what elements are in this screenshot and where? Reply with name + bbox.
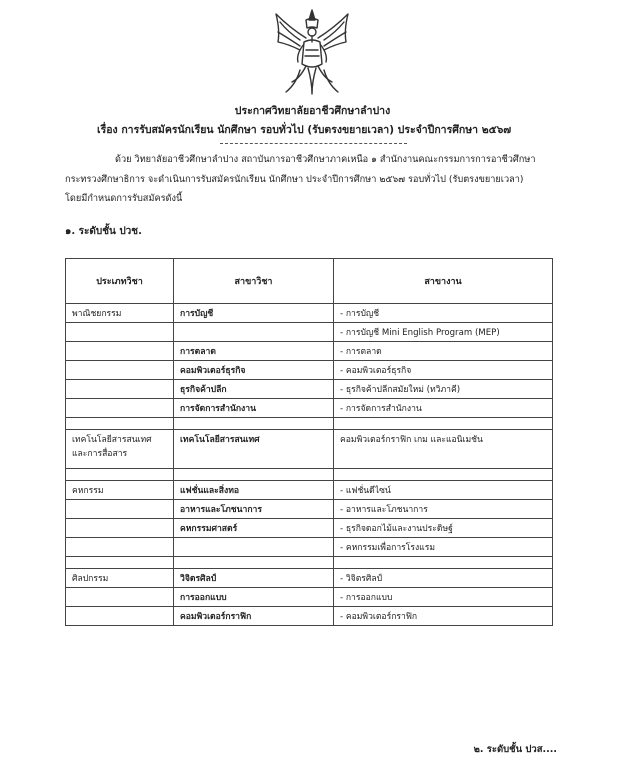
cell-specialization: - วิจิตรศิลป์ bbox=[334, 569, 553, 588]
header-category: ประเภทวิชา bbox=[66, 259, 174, 304]
table-spacer-row bbox=[66, 418, 553, 430]
cell-empty bbox=[174, 418, 334, 430]
cell-category bbox=[66, 323, 174, 342]
cell-specialization: คอมพิวเตอร์กราฟิก เกม และแอนิเมชัน bbox=[334, 430, 553, 469]
cell-category: คหกรรม bbox=[66, 481, 174, 500]
cell-category bbox=[66, 607, 174, 626]
cell-major: อาหารและโภชนาการ bbox=[174, 500, 334, 519]
cell-empty bbox=[66, 557, 174, 569]
announcement-title: ประกาศวิทยาลัยอาชีวศึกษาลำปาง bbox=[234, 105, 391, 117]
cell-category: พาณิชยกรรม bbox=[66, 304, 174, 323]
cell-empty bbox=[174, 557, 334, 569]
cell-category bbox=[66, 538, 174, 557]
announcement-subject: เรื่อง การรับสมัครนักเรียน นักศึกษา รอบทั่วไป (รับตรงขยายเวลา) ประจำปีการศึกษา ๒๕๖๗ bbox=[97, 124, 512, 136]
cell-empty bbox=[334, 557, 553, 569]
cell-specialization: - คอมพิวเตอร์กราฟิก bbox=[334, 607, 553, 626]
cell-major bbox=[174, 538, 334, 557]
cell-category bbox=[66, 399, 174, 418]
table-row bbox=[66, 361, 553, 380]
cell-specialization: - คหกรรมเพื่อการโรงแรม bbox=[334, 538, 553, 557]
cell-empty bbox=[66, 418, 174, 430]
table-row bbox=[66, 588, 553, 607]
cell-major: ธุรกิจค้าปลีก bbox=[174, 380, 334, 399]
cell-major: การบัญชี bbox=[174, 304, 334, 323]
paragraph-line: กระทรวงศึกษาธิการ จะดำเนินการรับสมัครนักเรียน นักศึกษา ประจำปีการศึกษา ๒๕๖๗ รอบทั่วไป (รับตรงขยายเวลา) bbox=[65, 173, 524, 185]
cell-empty bbox=[334, 469, 553, 481]
cell-specialization: - ธุรกิจดอกไม้และงานประดิษฐ์ bbox=[334, 519, 553, 538]
cell-specialization: - การตลาด bbox=[334, 342, 553, 361]
cell-major bbox=[174, 323, 334, 342]
cell-category bbox=[66, 588, 174, 607]
next-page-note: ๒. ระดับชั้น ปวส.... bbox=[473, 744, 557, 755]
cell-specialization: - แฟชั่นดีไซน์ bbox=[334, 481, 553, 500]
header-major: สาขาวิชา bbox=[174, 259, 334, 304]
cell-major: การตลาด bbox=[174, 342, 334, 361]
table-row bbox=[66, 323, 553, 342]
table-row bbox=[66, 399, 553, 418]
table-row bbox=[66, 607, 553, 626]
section-heading: ๑. ระดับชั้น ปวช. bbox=[65, 226, 142, 237]
cell-specialization: - การจัดการสำนักงาน bbox=[334, 399, 553, 418]
cell-specialization: - การบัญชี Mini English Program (MEP) bbox=[334, 323, 553, 342]
cell-major: คอมพิวเตอร์ธุรกิจ bbox=[174, 361, 334, 380]
table-row bbox=[66, 519, 553, 538]
cell-specialization: - การบัญชี bbox=[334, 304, 553, 323]
title-divider bbox=[220, 143, 407, 144]
intro-paragraph bbox=[65, 150, 565, 209]
table-row bbox=[66, 342, 553, 361]
cell-major: แฟชั่นและสิ่งทอ bbox=[174, 481, 334, 500]
cell-major: การจัดการสำนักงาน bbox=[174, 399, 334, 418]
cell-category bbox=[66, 361, 174, 380]
cell-specialization: - ธุรกิจค้าปลีกสมัยใหม่ (ทวิภาคี) bbox=[334, 380, 553, 399]
cell-empty bbox=[174, 469, 334, 481]
table-row bbox=[66, 569, 553, 588]
cell-major: คหกรรมศาสตร์ bbox=[174, 519, 334, 538]
table-row bbox=[66, 430, 553, 469]
paragraph-line: ด้วย วิทยาลัยอาชีวศึกษาลำปาง สถาบันการอาชีวศึกษาภาคเหนือ ๑ สำนักงานคณะกรรมการการอาชีวศึกษา bbox=[115, 154, 536, 165]
cell-category bbox=[66, 500, 174, 519]
cell-major: คอมพิวเตอร์กราฟิก bbox=[174, 607, 334, 626]
table-row bbox=[66, 500, 553, 519]
header-specialization: สาขางาน bbox=[334, 259, 553, 304]
cell-empty bbox=[66, 469, 174, 481]
table-spacer-row bbox=[66, 557, 553, 569]
table-row bbox=[66, 380, 553, 399]
cell-major: การออกแบบ bbox=[174, 588, 334, 607]
table-row bbox=[66, 304, 553, 323]
paragraph-line: โดยมีกำหนดการรับสมัครดังนี้ bbox=[65, 193, 183, 204]
cell-specialization: - อาหารและโภชนาการ bbox=[334, 500, 553, 519]
garuda-emblem-icon bbox=[270, 8, 354, 96]
table-row bbox=[66, 481, 553, 500]
cell-category bbox=[66, 519, 174, 538]
cell-specialization: - คอมพิวเตอร์ธุรกิจ bbox=[334, 361, 553, 380]
cell-category: ศิลปกรรม bbox=[66, 569, 174, 588]
cell-category bbox=[66, 380, 174, 399]
cell-category: เทคโนโลยีสารสนเทศ และการสื่อสาร bbox=[66, 430, 174, 469]
cell-major: เทคโนโลยีสารสนเทศ bbox=[174, 430, 334, 469]
program-table bbox=[65, 258, 553, 626]
cell-specialization: - การออกแบบ bbox=[334, 588, 553, 607]
cell-category bbox=[66, 342, 174, 361]
table-header-row bbox=[66, 259, 553, 304]
cell-major: วิจิตรศิลป์ bbox=[174, 569, 334, 588]
table-row bbox=[66, 538, 553, 557]
table-spacer-row bbox=[66, 469, 553, 481]
cell-empty bbox=[334, 418, 553, 430]
